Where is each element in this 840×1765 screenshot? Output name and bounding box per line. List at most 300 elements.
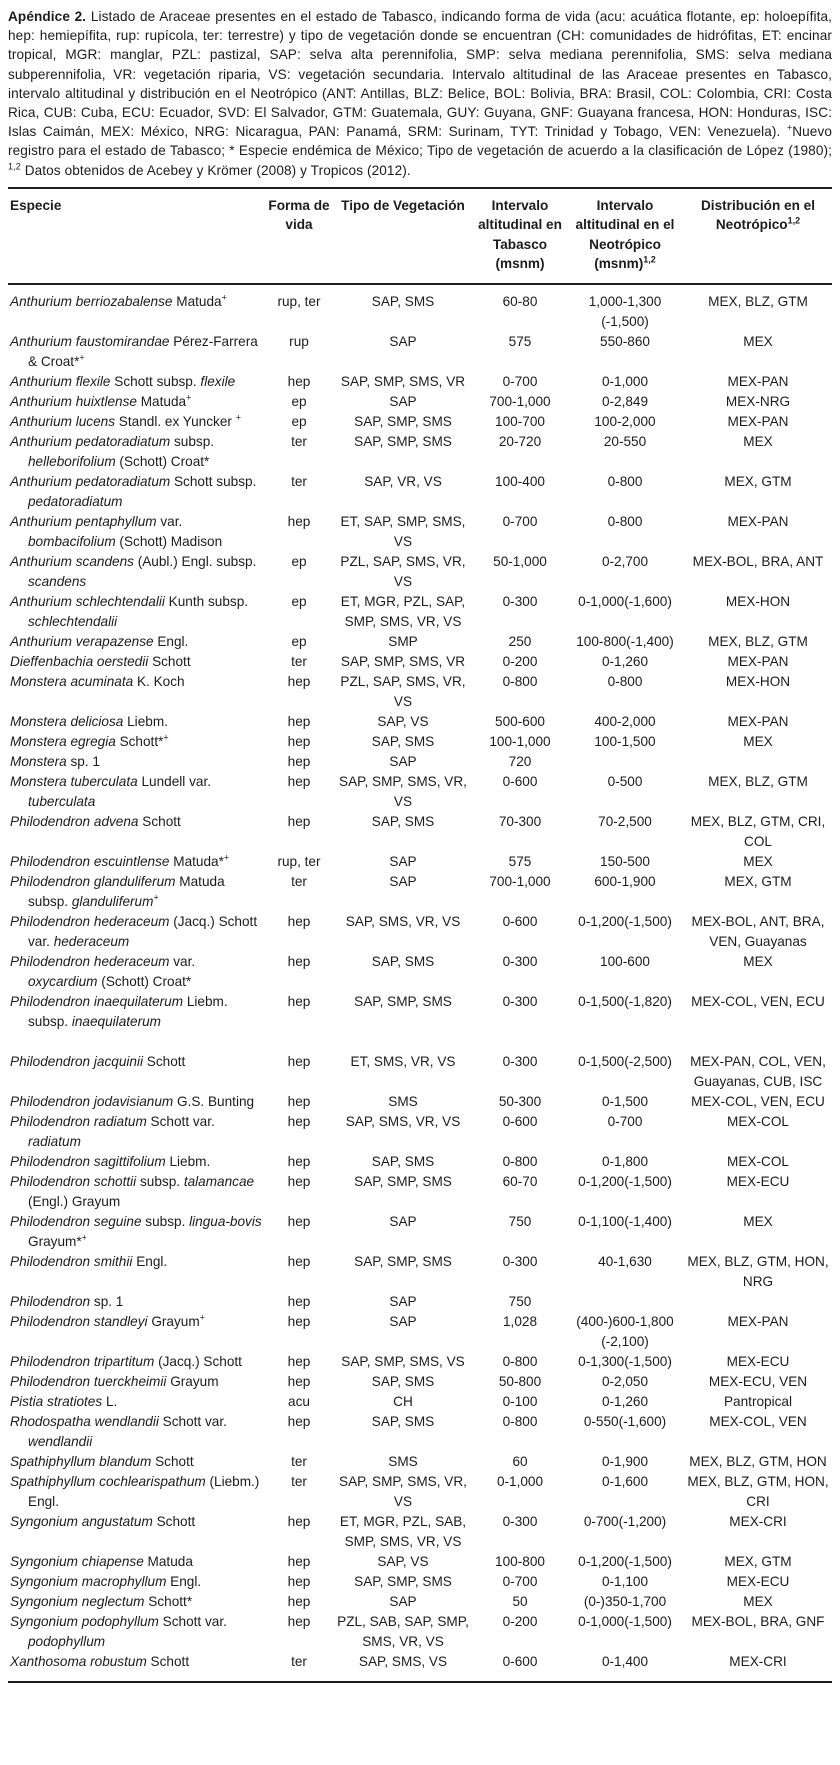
- cell-species-name: Syngonium macrophyllum Engl.: [10, 1573, 202, 1589]
- species-row: [8, 1392, 832, 1412]
- cell-tabasco: 0-300: [502, 993, 538, 1009]
- cell-species-name: Philodendron standleyi Grayum+: [10, 1312, 205, 1329]
- cell-vegetacion: SMS: [388, 1093, 418, 1109]
- cell-species-name: Syngonium podophyllum Schott var. podophyllum: [10, 1613, 227, 1649]
- cell-distribucion: MEX, BLZ, GTM, HON: [689, 1453, 827, 1469]
- cell-neotropico: 0-1,260: [601, 1393, 649, 1409]
- cell-forma: hep: [287, 713, 311, 729]
- cell-species-name: Spathiphyllum cochlearispathum (Liebm.) Engl.: [10, 1473, 260, 1509]
- cell-vegetacion: SAP, SMP, SMS, VR, VS: [339, 1473, 467, 1509]
- cell-forma: hep: [287, 1373, 311, 1389]
- cell-tabasco: 0-200: [502, 653, 538, 669]
- cell-forma: hep: [287, 673, 311, 689]
- cell-forma: ter: [291, 1653, 307, 1669]
- cell-forma: hep: [287, 373, 311, 389]
- cell-vegetacion: SAP, SMS, VR, VS: [345, 913, 461, 929]
- appendix-caption: Apéndice 2. Listado de Araceae presentes en el estado de Tabasco, indicando forma de vida (acu: acuática flotante, ep: holoepífita, hep: hemiepífita, rup: rupícola, ter: terrestre) y tipo de vegetación donde se encuentran (CH: comunidades de hidrófitas, ET: encinar tropical, MGR: manglar, PZL: pastizal, SAP: selva alta perennifolia, SMP: selva mediana perennifolia, SMS: selva mediana subperennifolia, VR: vegetación riparia, VS: vegetación secundaria. Intervalo altitudinal de las Araceae presentes en Tabasco, intervalo altitudinal y distribución en el Neotrópico (ANT: Antillas, BLZ: Belice, BOL: Bolivia, BRA: Brasil, COL: Colombia, CRI: Costa Rica, CUB: Cuba, ECU: Ecuador, SVD: El Salvador, GTM: Guatemala, GUY: Guyana, GNF: Guayana francesa, HON: Honduras, ISC: Islas Caimán, MEX: México, NRG: Nicaragua, PAN: Panamá, SRM: Surinam, TYT: Trinidad y Tobago, VEN: Venezuela). +Nuevo registro para el estado de Tabasco; * Especie endémica de México; Tipo de vegetación de acuerdo a la clasificación de López (1980); $^{1,2}$ Datos obtenidos de Acebey y Krömer (2008) y Tropicos (2012).: [8, 9, 832, 178]
- cell-species-name: Dieffenbachia oerstedii Schott: [10, 653, 191, 669]
- cell-vegetacion: SAP, SMS: [371, 1373, 435, 1389]
- cell-neotropico: [566, 752, 684, 772]
- species-row: [8, 412, 832, 432]
- species-row: [8, 1652, 832, 1682]
- species-row: [8, 472, 832, 512]
- species-row: [8, 392, 832, 412]
- cell-tabasco: 100-800: [495, 1553, 545, 1569]
- cell-species-name: Anthurium faustomirandae Pérez-Farrera & Croat*+: [10, 333, 258, 369]
- cell-distribucion: MEX-ECU, VEN: [708, 1373, 808, 1389]
- cell-vegetacion: SAP, SMP, SMS, VR: [340, 653, 466, 669]
- table-header: [8, 188, 832, 284]
- cell-vegetacion: ET, MGR, PZL, SAP, SMP, SMS, VR, VS: [340, 593, 466, 629]
- species-row: [8, 992, 832, 1032]
- species-row: [8, 1612, 832, 1652]
- cell-species-name: Philodendron radiatum Schott var. radiatum: [10, 1113, 215, 1149]
- cell-species-name: Anthurium pedatoradiatum Schott subsp. pedatoradiatum: [10, 473, 257, 509]
- cell-vegetacion: CH: [393, 1393, 413, 1409]
- cell-forma: hep: [287, 993, 311, 1009]
- cell-forma: hep: [287, 1613, 311, 1629]
- cell-vegetacion: SAP, SMP, SMS, VS: [341, 1353, 465, 1369]
- cell-neotropico: 0-1,200(-1,500): [578, 1553, 672, 1569]
- cell-distribucion: MEX: [743, 1213, 773, 1229]
- cell-vegetacion: SMS: [388, 1453, 418, 1469]
- column-header-forma: Forma de vida: [266, 188, 332, 284]
- cell-distribucion: MEX, GTM: [724, 873, 792, 889]
- cell-forma: rup, ter: [277, 293, 321, 309]
- table-body: [8, 284, 832, 1682]
- species-row: [8, 1572, 832, 1592]
- cell-vegetacion: SAP, SMP, SMS: [354, 1173, 452, 1189]
- cell-species-name: Anthurium flexile Schott subsp. flexile: [10, 373, 236, 389]
- cell-species-name: Philodendron advena Schott: [10, 813, 181, 829]
- cell-neotropico: 0-550(-1,600): [583, 1413, 667, 1429]
- cell-neotropico: 0-1,100(-1,400): [578, 1213, 672, 1229]
- cell-tabasco: 0-300: [502, 953, 538, 969]
- cell-distribucion: MEX-BOL, ANT, BRA, VEN, Guayanas: [691, 913, 825, 949]
- cell-neotropico: (0-)350-1,700: [583, 1593, 667, 1609]
- cell-tabasco: 0-300: [502, 1253, 538, 1269]
- cell-forma: ter: [291, 433, 307, 449]
- cell-distribucion: MEX-COL, VEN, ECU: [691, 993, 825, 1009]
- species-row: [8, 812, 832, 852]
- species-row: [8, 632, 832, 652]
- cell-distribucion: MEX-COL: [727, 1153, 789, 1169]
- cell-neotropico: 100-1,500: [594, 733, 656, 749]
- cell-tabasco: 50-300: [498, 1093, 542, 1109]
- cell-vegetacion: SAP, SMP, SMS: [354, 433, 452, 449]
- cell-tabasco: 60-70: [502, 1173, 538, 1189]
- cell-species-name: Anthurium schlechtendalii Kunth subsp. schlechtendalii: [10, 593, 249, 629]
- cell-species-name: Philodendron tripartitum (Jacq.) Schott: [10, 1353, 242, 1369]
- cell-species-name: Spathiphyllum blandum Schott: [10, 1453, 194, 1469]
- cell-forma: ep: [291, 633, 307, 649]
- cell-species-name: Philodendron hederaceum (Jacq.) Schott var. hederaceum: [10, 913, 258, 949]
- cell-tabasco: 0-700: [502, 1573, 538, 1589]
- cell-tabasco: 0-800: [502, 1153, 538, 1169]
- cell-distribucion: MEX, BLZ, GTM, CRI, COL: [690, 813, 826, 849]
- cell-tabasco: 0-700: [502, 513, 538, 529]
- species-row: [8, 952, 832, 992]
- cell-neotropico: 0-1,100: [601, 1573, 649, 1589]
- cell-forma: hep: [287, 1353, 311, 1369]
- cell-tabasco: 60: [512, 1453, 528, 1469]
- cell-forma: hep: [287, 513, 311, 529]
- cell-neotropico: 20-550: [603, 433, 647, 449]
- species-row: [8, 372, 832, 392]
- cell-species-name: Anthurium scandens (Aubl.) Engl. subsp. scandens: [10, 553, 257, 589]
- cell-neotropico: 550-860: [600, 333, 650, 349]
- cell-distribucion: MEX-CRI: [729, 1513, 787, 1529]
- species-row: [8, 872, 832, 912]
- cell-tabasco: 0-1,000: [496, 1473, 544, 1489]
- cell-species-name: Philodendron tuerckheimii Grayum: [10, 1373, 219, 1389]
- cell-neotropico: 0-800: [607, 513, 643, 529]
- species-row: [8, 1172, 832, 1212]
- cell-tabasco: 0-600: [502, 1653, 538, 1669]
- cell-distribucion: MEX, BLZ, GTM: [708, 293, 808, 309]
- cell-neotropico: 0-1,000(-1,500): [578, 1613, 672, 1629]
- cell-distribucion: MEX, BLZ, GTM, HON, CRI: [687, 1473, 829, 1509]
- cell-forma: hep: [287, 773, 311, 789]
- species-row: [8, 1032, 832, 1092]
- species-row: [8, 1552, 832, 1572]
- cell-species-name: Monstera deliciosa Liebm.: [10, 713, 168, 729]
- cell-tabasco: 20-720: [498, 433, 542, 449]
- cell-vegetacion: SAP, VS: [377, 713, 429, 729]
- cell-forma: ep: [291, 393, 307, 409]
- cell-species-name: Philodendron smithii Engl.: [10, 1253, 168, 1269]
- cell-tabasco: 250: [508, 633, 532, 649]
- species-row: [8, 732, 832, 752]
- cell-tabasco: 60-80: [502, 293, 538, 309]
- cell-distribucion: MEX-CRI: [729, 1653, 787, 1669]
- cell-vegetacion: SAP: [389, 853, 417, 869]
- cell-distribucion: MEX-ECU: [726, 1573, 790, 1589]
- cell-forma: hep: [287, 1213, 311, 1229]
- cell-forma: ep: [291, 553, 307, 569]
- cell-neotropico: 0-1,000: [601, 373, 649, 389]
- species-row: [8, 1252, 832, 1292]
- species-row: [8, 1352, 832, 1372]
- cell-species-name: Philodendron jacquinii Schott: [10, 1053, 186, 1069]
- cell-neotropico: (400-)600-1,800 (-2,100): [576, 1313, 674, 1349]
- cell-vegetacion: SAP, SMS: [371, 1413, 435, 1429]
- cell-species-name: Philodendron schottii subsp. talamancae (Engl.) Grayum: [10, 1173, 255, 1209]
- cell-forma: hep: [287, 1293, 311, 1309]
- species-row: [8, 912, 832, 952]
- cell-distribucion: Pantropical: [723, 1393, 792, 1409]
- species-row: [8, 1372, 832, 1392]
- cell-neotropico: 0-1,900: [601, 1453, 649, 1469]
- species-row: [8, 284, 832, 332]
- cell-species-name: Xanthosoma robustum Schott: [10, 1653, 190, 1669]
- cell-species-name: Rhodospatha wendlandii Schott var. wendlandii: [10, 1413, 227, 1449]
- cell-vegetacion: ET, SAP, SMP, SMS, VS: [340, 513, 466, 549]
- cell-distribucion: MEX: [743, 333, 773, 349]
- species-row: [8, 1512, 832, 1552]
- cell-species-name: Philodendron inaequilaterum Liebm. subsp. inaequilaterum: [10, 993, 228, 1029]
- cell-forma: hep: [287, 753, 311, 769]
- cell-neotropico: 0-1,400: [601, 1653, 649, 1669]
- cell-neotropico: 0-1,000(-1,600): [578, 593, 672, 609]
- cell-tabasco: 700-1,000: [489, 393, 551, 409]
- cell-vegetacion: SAP, SMS: [371, 1153, 435, 1169]
- cell-species-name: Anthurium verapazense Engl.: [10, 633, 189, 649]
- cell-forma: hep: [287, 953, 311, 969]
- cell-neotropico: 150-500: [600, 853, 650, 869]
- cell-species-name: Monstera sp. 1: [10, 753, 100, 769]
- cell-distribucion: MEX-BOL, BRA, GNF: [691, 1613, 825, 1629]
- cell-vegetacion: SAP, SMP, SMS: [354, 1573, 452, 1589]
- cell-forma: hep: [287, 1113, 311, 1129]
- cell-forma: hep: [287, 813, 311, 829]
- cell-species-name: Monstera egregia Schott*+: [10, 732, 169, 749]
- cell-tabasco: 0-600: [502, 1113, 538, 1129]
- cell-distribucion: MEX: [743, 853, 773, 869]
- cell-distribucion: MEX-NRG: [725, 393, 791, 409]
- header-row: [8, 188, 832, 284]
- species-row: [8, 852, 832, 872]
- species-row: [8, 1452, 832, 1472]
- cell-tabasco: 0-600: [502, 913, 538, 929]
- cell-tabasco: 750: [508, 1293, 532, 1309]
- cell-forma: ep: [291, 593, 307, 609]
- column-header-distribucion: Distribución en el Neotrópico$^{1,2}$: [684, 188, 832, 284]
- cell-distribucion: MEX-HON: [725, 593, 791, 609]
- cell-neotropico: 0-2,050: [601, 1373, 649, 1389]
- species-row: [8, 432, 832, 472]
- cell-vegetacion: SAP, SMS, VR, VS: [345, 1113, 461, 1129]
- cell-neotropico: [566, 1292, 684, 1312]
- cell-forma: hep: [287, 1153, 311, 1169]
- cell-forma: ter: [291, 1453, 307, 1469]
- cell-neotropico: 0-1,200(-1,500): [578, 1173, 672, 1189]
- cell-vegetacion: SAP: [389, 1213, 417, 1229]
- cell-distribucion: MEX-COL, VEN, ECU: [691, 1093, 825, 1109]
- cell-species-name: Anthurium pentaphyllum var. bombacifolium (Schott) Madison: [10, 513, 223, 549]
- cell-distribucion: MEX, BLZ, GTM: [708, 773, 808, 789]
- cell-tabasco: 50: [512, 1593, 528, 1609]
- cell-neotropico: 0-800: [607, 673, 643, 689]
- species-row: [8, 592, 832, 632]
- cell-tabasco: 500-600: [495, 713, 545, 729]
- cell-species-name: Anthurium lucens Standl. ex Yuncker +: [10, 412, 241, 429]
- cell-vegetacion: SAP, SMP, SMS, VR, VS: [339, 773, 467, 809]
- species-row: [8, 552, 832, 592]
- column-header-tabasco: Intervalo altitudinal en Tabasco (msnm): [474, 188, 566, 284]
- cell-species-name: Anthurium berriozabalense Matuda+: [10, 292, 227, 309]
- cell-vegetacion: SAP: [389, 1313, 417, 1329]
- cell-neotropico: 0-2,700: [601, 553, 649, 569]
- cell-tabasco: 0-600: [502, 773, 538, 789]
- cell-vegetacion: SAP: [389, 393, 417, 409]
- cell-species-name: Monstera acuminata K. Koch: [10, 673, 185, 689]
- cell-distribucion: MEX-PAN: [727, 513, 789, 529]
- cell-neotropico: 0-700(-1,200): [583, 1513, 667, 1529]
- cell-distribucion: MEX: [743, 433, 773, 449]
- cell-distribucion: MEX: [743, 733, 773, 749]
- cell-neotropico: 1,000-1,300 (-1,500): [588, 293, 662, 329]
- cell-distribucion: MEX-BOL, BRA, ANT: [692, 553, 824, 569]
- cell-distribucion: MEX-PAN: [727, 1313, 789, 1329]
- cell-neotropico: 100-2,000: [594, 413, 656, 429]
- column-header-neotropico: Intervalo altitudinal en el Neotrópico (msnm)$^{1,2}$: [566, 188, 684, 284]
- cell-distribucion: MEX-PAN, COL, VEN, Guayanas, CUB, ISC: [690, 1053, 826, 1089]
- species-row: [8, 1092, 832, 1112]
- cell-distribucion: MEX-PAN: [727, 413, 789, 429]
- cell-distribucion: [684, 752, 832, 772]
- cell-forma: hep: [287, 1253, 311, 1269]
- cell-neotropico: 0-1,600: [601, 1473, 649, 1489]
- cell-distribucion: MEX-PAN: [727, 713, 789, 729]
- cell-forma: ep: [291, 413, 307, 429]
- species-row: [8, 1212, 832, 1252]
- cell-forma: hep: [287, 1593, 311, 1609]
- cell-species-name: Syngonium neglectum Schott*: [10, 1593, 193, 1609]
- cell-species-name: Philodendron glanduliferum Matuda subsp. glanduliferum+: [10, 873, 225, 909]
- cell-species-name: Philodendron escuintlense Matuda*+: [10, 852, 230, 869]
- cell-vegetacion: SAP, SMP, SMS: [354, 993, 452, 1009]
- cell-forma: hep: [287, 1313, 311, 1329]
- cell-tabasco: 0-100: [502, 1393, 538, 1409]
- cell-tabasco: 750: [508, 1213, 532, 1229]
- cell-forma: hep: [287, 913, 311, 929]
- cell-tabasco: 0-800: [502, 1353, 538, 1369]
- cell-neotropico: 0-2,849: [601, 393, 649, 409]
- cell-tabasco: 100-700: [495, 413, 545, 429]
- cell-neotropico: 0-1,260: [601, 653, 649, 669]
- species-row: [8, 1312, 832, 1352]
- species-row: [8, 1412, 832, 1452]
- cell-forma: ter: [291, 653, 307, 669]
- cell-tabasco: 100-1,000: [489, 733, 551, 749]
- cell-forma: ter: [291, 873, 307, 889]
- cell-distribucion: MEX-PAN: [727, 373, 789, 389]
- cell-distribucion: MEX-ECU: [726, 1173, 790, 1189]
- cell-distribucion: MEX, GTM: [724, 1553, 792, 1569]
- cell-forma: acu: [288, 1393, 310, 1409]
- cell-distribucion: MEX-PAN: [727, 653, 789, 669]
- cell-tabasco: 0-800: [502, 1413, 538, 1429]
- cell-neotropico: 0-1,500: [601, 1093, 649, 1109]
- cell-distribucion: MEX, BLZ, GTM: [708, 633, 808, 649]
- cell-forma: rup, ter: [277, 853, 321, 869]
- cell-neotropico: 0-1,500(-2,500): [578, 1053, 672, 1069]
- cell-distribucion: [684, 1292, 832, 1312]
- cell-distribucion: MEX-COL, VEN: [709, 1413, 807, 1429]
- cell-forma: hep: [287, 1173, 311, 1189]
- cell-distribucion: MEX: [743, 1593, 773, 1609]
- cell-neotropico: 0-800: [607, 473, 643, 489]
- cell-tabasco: 0-800: [502, 673, 538, 689]
- cell-tabasco: 0-200: [502, 1613, 538, 1629]
- cell-vegetacion: SAP, SMP, SMS: [354, 1253, 452, 1269]
- cell-tabasco: 70-300: [498, 813, 542, 829]
- species-row: [8, 1152, 832, 1172]
- cell-neotropico: 0-1,200(-1,500): [578, 913, 672, 929]
- cell-neotropico: 0-500: [607, 773, 643, 789]
- cell-distribucion: MEX-ECU: [726, 1353, 790, 1369]
- cell-tabasco: 720: [508, 753, 532, 769]
- cell-neotropico: 70-2,500: [598, 813, 652, 829]
- cell-vegetacion: SAP: [389, 333, 417, 349]
- cell-species-name: Philodendron sp. 1: [10, 1293, 124, 1309]
- species-row: [8, 1112, 832, 1152]
- cell-neotropico: 0-1,500(-1,820): [578, 993, 672, 1009]
- cell-vegetacion: SAP, SMP, SMS, VR: [340, 373, 466, 389]
- cell-neotropico: 40-1,630: [598, 1253, 652, 1269]
- cell-distribucion: MEX-COL: [727, 1113, 789, 1129]
- cell-neotropico: 100-800(-1,400): [576, 633, 674, 649]
- cell-vegetacion: SAP: [389, 1293, 417, 1309]
- cell-vegetacion: PZL, SAB, SAP, SMP, SMS, VR, VS: [337, 1613, 469, 1649]
- cell-tabasco: 100-400: [495, 473, 545, 489]
- cell-vegetacion: SAP, SMS: [371, 733, 435, 749]
- cell-vegetacion: ET, SMS, VR, VS: [350, 1053, 456, 1069]
- cell-vegetacion: SMP: [388, 633, 418, 649]
- cell-species-name: Philodendron seguine subsp. lingua-bovis Grayum*+: [10, 1213, 262, 1249]
- cell-distribucion: MEX, GTM: [724, 473, 792, 489]
- cell-tabasco: 0-700: [502, 373, 538, 389]
- cell-neotropico: 600-1,900: [594, 873, 656, 889]
- cell-forma: hep: [287, 1573, 311, 1589]
- cell-vegetacion: SAP, VR, VS: [364, 473, 442, 489]
- cell-neotropico: 400-2,000: [594, 713, 656, 729]
- cell-species-name: Syngonium angustatum Schott: [10, 1513, 196, 1529]
- species-row: [8, 332, 832, 372]
- cell-species-name: Syngonium chiapense Matuda: [10, 1553, 193, 1569]
- cell-tabasco: 0-300: [502, 1513, 538, 1529]
- cell-vegetacion: SAP, SMS: [371, 813, 435, 829]
- species-row: [8, 712, 832, 732]
- cell-forma: hep: [287, 1093, 311, 1109]
- cell-tabasco: 0-300: [502, 1053, 538, 1069]
- cell-distribucion: MEX, BLZ, GTM, HON, NRG: [687, 1253, 829, 1289]
- cell-forma: hep: [287, 1553, 311, 1569]
- cell-forma: hep: [287, 1513, 311, 1529]
- cell-tabasco: 700-1,000: [489, 873, 551, 889]
- cell-species-name: Pistia stratiotes L.: [10, 1393, 118, 1409]
- cell-forma: ter: [291, 1473, 307, 1489]
- species-row: [8, 1472, 832, 1512]
- cell-distribucion: MEX-HON: [725, 673, 791, 689]
- cell-vegetacion: SAP, VS: [377, 1553, 429, 1569]
- cell-vegetacion: SAP: [389, 753, 417, 769]
- cell-neotropico: 0-1,300(-1,500): [578, 1353, 672, 1369]
- column-header-especie: Especie: [8, 188, 266, 284]
- cell-vegetacion: PZL, SAP, SMS, VR, VS: [340, 553, 466, 589]
- cell-vegetacion: SAP, SMS, VS: [358, 1653, 448, 1669]
- cell-vegetacion: SAP: [389, 1593, 417, 1609]
- species-row: [8, 752, 832, 772]
- cell-neotropico: 100-600: [600, 953, 650, 969]
- cell-distribucion: MEX: [743, 953, 773, 969]
- cell-vegetacion: SAP, SMS: [371, 953, 435, 969]
- cell-tabasco: 50-1,000: [493, 553, 547, 569]
- cell-forma: rup: [289, 333, 309, 349]
- cell-species-name: Monstera tuberculata Lundell var. tuberculata: [10, 773, 212, 809]
- cell-species-name: Philodendron jodavisianum G.S. Bunting: [10, 1093, 255, 1109]
- cell-forma: hep: [287, 1413, 311, 1429]
- cell-forma: ter: [291, 473, 307, 489]
- cell-vegetacion: SAP, SMS: [371, 293, 435, 309]
- cell-tabasco: 1,028: [502, 1313, 538, 1329]
- species-row: [8, 772, 832, 812]
- cell-forma: hep: [287, 733, 311, 749]
- species-row: [8, 672, 832, 712]
- cell-species-name: Philodendron sagittifolium Liebm.: [10, 1153, 211, 1169]
- cell-tabasco: 575: [508, 853, 532, 869]
